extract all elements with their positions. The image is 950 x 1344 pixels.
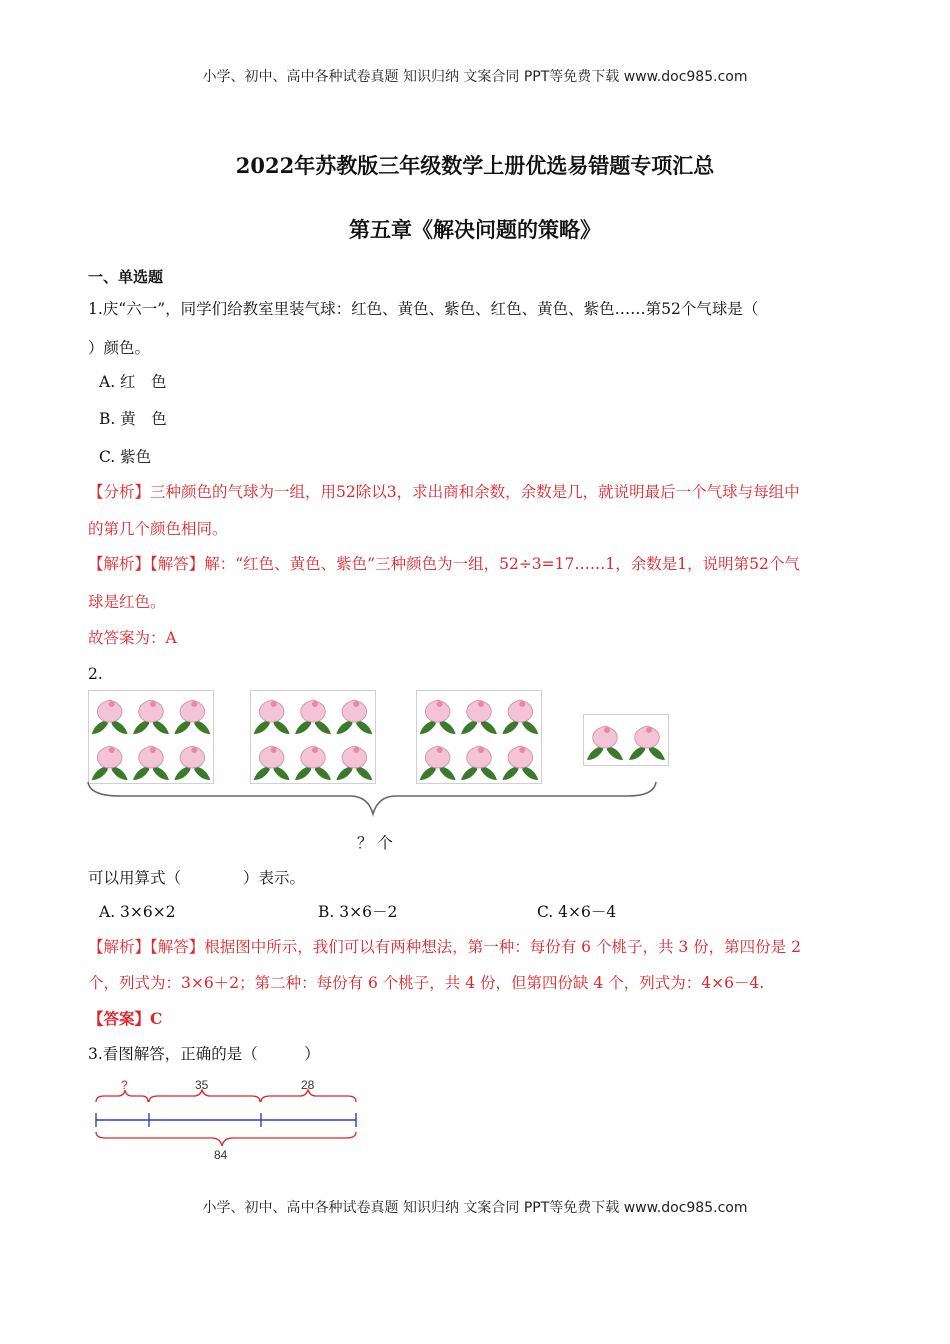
peach-icon <box>461 746 497 780</box>
peach-group-4 <box>583 714 669 766</box>
peach-icon <box>461 700 497 734</box>
label-35: 35 <box>195 1078 209 1092</box>
brace-total <box>96 1132 356 1146</box>
peach-group-3 <box>416 690 542 784</box>
q2-answer: 【答案】C <box>88 1009 163 1028</box>
page-footer: 小学、初中、高中各种试卷真题 知识归纳 文案合同 PPT等免费下载 www.doc985.com <box>202 1200 748 1216</box>
peach-icon <box>295 700 331 734</box>
q2-option-c: C. 4×6－4 <box>537 903 617 921</box>
peach-icon <box>420 700 456 734</box>
q1-solution-line1: 【解析】【解答】解：“红色、黄色、紫色”三种颜色为一组，52÷3=17……1，余数是1，说明第52个气 <box>88 555 800 573</box>
peach-icon <box>254 746 290 780</box>
q1-analysis-line2: 的第几个颜色相同。 <box>88 520 228 538</box>
peach-group-drawing <box>584 715 668 765</box>
q2-option-a: A. 3×6×2 <box>99 903 176 921</box>
brace-svg <box>80 780 680 840</box>
peach-icon <box>502 746 538 780</box>
peach-icon <box>420 746 456 780</box>
peach-icon <box>295 746 331 780</box>
peach-group-1 <box>88 690 214 784</box>
peach-icon <box>92 746 128 780</box>
peach-icon <box>502 700 538 734</box>
q1-stem-line1: 1.庆“六一”，同学们给教室里装气球：红色、黄色、紫色、红色、黄色、紫色……第52个气球是（ <box>88 300 759 318</box>
q1-option-b: B. 黄 色 <box>99 410 167 428</box>
q1-stem-line2: ）颜色。 <box>88 339 151 357</box>
section-heading: 一、单选题 <box>88 268 164 286</box>
curly-brace <box>88 782 656 814</box>
peach-icon <box>174 700 210 734</box>
peach-icon <box>336 700 372 734</box>
q1-analysis-line1: 【分析】三种颜色的气球为一组，用52除以3，求出商和余数，余数是几，就说明最后一个气球与每组中 <box>88 483 800 501</box>
q2-option-b: B. 3×6－2 <box>318 903 398 921</box>
page-title: 2022年苏教版三年级数学上册优选易错题专项汇总 <box>235 153 715 178</box>
label-84: 84 <box>214 1148 228 1162</box>
label-28: 28 <box>301 1078 315 1092</box>
peach-icon <box>133 746 169 780</box>
peach-group-2 <box>250 690 376 784</box>
peach-group-drawing <box>417 691 541 783</box>
peach-icon <box>92 700 128 734</box>
q1-option-a: A. 红 色 <box>99 373 167 391</box>
peach-icon <box>629 726 665 760</box>
q2-brace-label: ？ 个 <box>357 834 393 852</box>
q1-solution-line2: 球是红色。 <box>88 593 166 611</box>
peach-icon <box>174 746 210 780</box>
q2-solution-line2: 个，列式为：3×6＋2；第二种：每份有 6 个桃子，共 4 份，但第四份缺 4 个，列式为：4×6－4. <box>88 974 765 992</box>
q2-question: 可以用算式（ ）表示。 <box>88 869 306 887</box>
q2-solution-line1: 【解析】【解答】根据图中所示，我们可以有两种想法，第一种：每份有 6 个桃子，共 3 份，第四份是 2 <box>88 938 801 956</box>
chapter-title: 第五章《解决问题的策略》 <box>349 217 601 242</box>
peach-icon <box>133 700 169 734</box>
label-unknown: ? <box>121 1078 128 1092</box>
peach-icon <box>587 726 623 760</box>
page-header: 小学、初中、高中各种试卷真题 知识归纳 文案合同 PPT等免费下载 www.doc985.com <box>202 69 748 85</box>
peach-group-drawing <box>251 691 375 783</box>
segment-diagram <box>88 1078 368 1166</box>
peach-icon <box>336 746 372 780</box>
q1-option-c: C. 紫色 <box>99 448 152 466</box>
q1-answer: 故答案为：A <box>88 629 177 647</box>
peach-icon <box>254 700 290 734</box>
q2-number: 2. <box>88 665 103 683</box>
peach-group-drawing <box>89 691 213 783</box>
q3-question: 3.看图解答，正确的是（ ） <box>88 1045 320 1063</box>
